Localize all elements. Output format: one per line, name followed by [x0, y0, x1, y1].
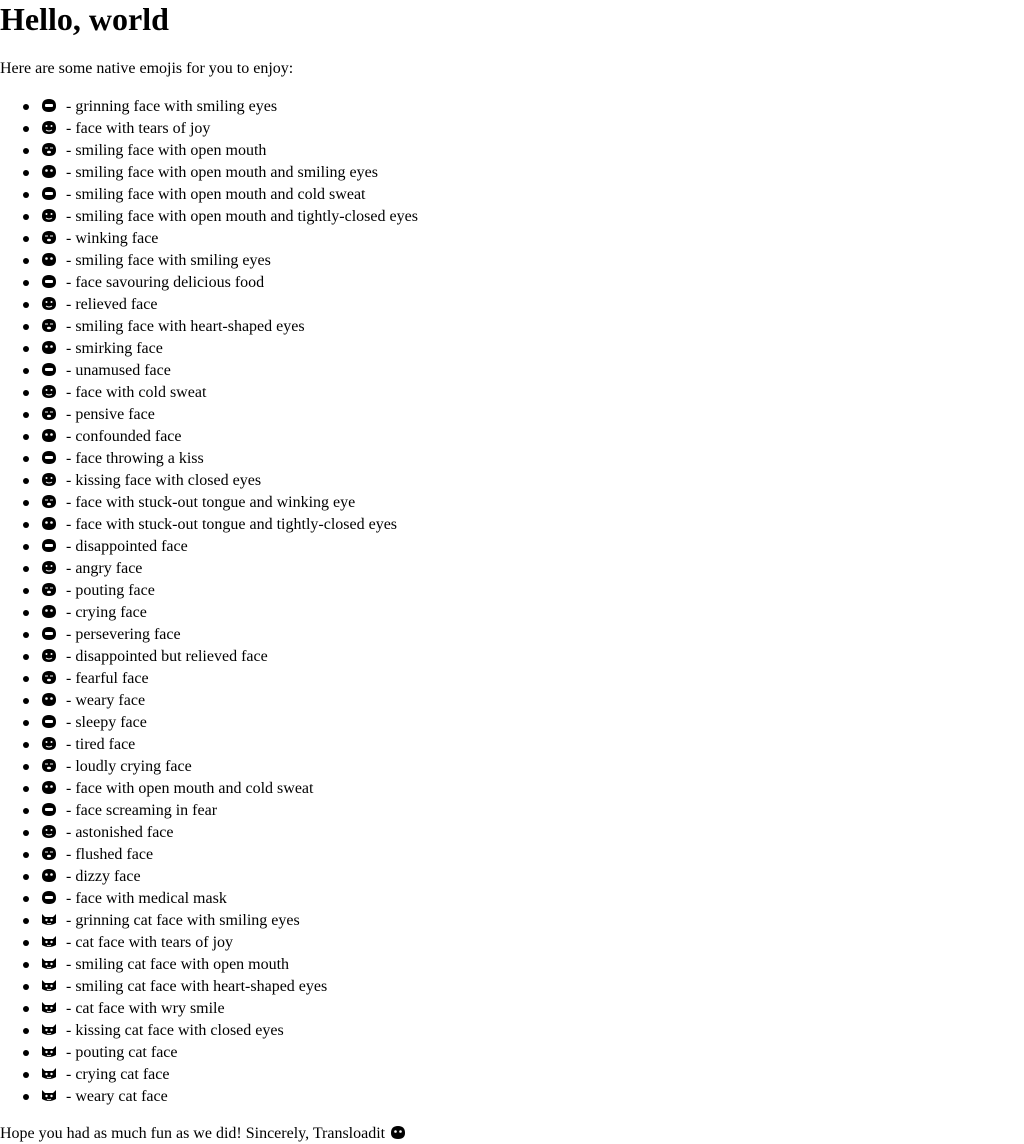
emoji-list	[0, 96, 1024, 1108]
list-item	[40, 140, 1024, 162]
list-item-label: - smiling cat face with open mouth	[62, 956, 290, 973]
list-item-label: - loudly crying face	[62, 758, 192, 775]
list-item	[40, 910, 1024, 932]
list-item-label: - weary cat face	[62, 1088, 168, 1105]
list-item-label: - disappointed but relieved face	[62, 648, 268, 665]
crying-face-icon	[40, 603, 58, 619]
list-item-label: - smiling cat face with heart-shaped eyes	[62, 978, 328, 995]
smiling-face-with-smiling-eyes-icon	[40, 251, 58, 267]
list-item	[40, 382, 1024, 404]
list-item-label: - weary face	[62, 692, 146, 709]
list-item	[40, 96, 1024, 118]
list-item-label: - grinning cat face with smiling eyes	[62, 912, 300, 929]
list-item	[40, 756, 1024, 778]
list-item-label: - face with open mouth and cold sweat	[62, 780, 314, 797]
list-item-label: - sleepy face	[62, 714, 147, 731]
grinning-face-with-smiling-eyes-icon	[40, 97, 58, 113]
pouting-face-icon	[40, 581, 58, 597]
smiling-cat-face-with-heart-shaped-eyes-icon	[40, 977, 58, 993]
list-item-label: - astonished face	[62, 824, 174, 841]
list-item-label: - unamused face	[62, 362, 171, 379]
list-item-label: - smiling face with open mouth	[62, 142, 267, 159]
list-item	[40, 206, 1024, 228]
face-with-stuck-out-tongue-and-winking-eye-icon	[40, 493, 58, 509]
list-item	[40, 184, 1024, 206]
smiling-face-with-open-mouth-and-smiling-eyes-icon	[40, 163, 58, 179]
list-item	[40, 118, 1024, 140]
astonished-face-icon	[40, 823, 58, 839]
weary-face-icon	[40, 691, 58, 707]
page-title: Hello, world	[0, 1, 169, 37]
list-item	[40, 580, 1024, 602]
list-item-label: - face with medical mask	[62, 890, 227, 907]
list-item-label: - fearful face	[62, 670, 149, 687]
list-item-label: - face with stuck-out tongue and winking eye	[62, 494, 356, 511]
list-item-label: - relieved face	[62, 296, 158, 313]
list-item	[40, 426, 1024, 448]
list-item	[40, 470, 1024, 492]
list-item-label: - face savouring delicious food	[62, 274, 265, 291]
list-item-label: - crying face	[62, 604, 147, 621]
list-item-label: - flushed face	[62, 846, 154, 863]
tired-face-icon	[40, 735, 58, 751]
list-item	[40, 514, 1024, 536]
loudly-crying-face-icon	[40, 757, 58, 773]
intro-text: Here are some native emojis for you to enjoy:	[0, 60, 294, 77]
confounded-face-icon	[40, 427, 58, 443]
list-item	[40, 866, 1024, 888]
list-item-label: - face with tears of joy	[62, 120, 211, 137]
list-item	[40, 690, 1024, 712]
list-item-label: - kissing face with closed eyes	[62, 472, 262, 489]
cat-face-with-wry-smile-icon	[40, 999, 58, 1015]
face-with-medical-mask-icon	[40, 889, 58, 905]
face-with-stuck-out-tongue-and-tightly-closed-eyes-icon	[40, 515, 58, 531]
list-item	[40, 932, 1024, 954]
list-item-label: - pouting face	[62, 582, 155, 599]
face-screaming-in-fear-icon	[40, 801, 58, 817]
list-item-label: - crying cat face	[62, 1066, 170, 1083]
list-item	[40, 734, 1024, 756]
list-item	[40, 316, 1024, 338]
list-item	[40, 536, 1024, 558]
smiling-face-with-open-mouth-and-cold-sweat-icon	[40, 185, 58, 201]
list-item	[40, 822, 1024, 844]
crying-cat-face-icon	[40, 1065, 58, 1081]
list-item-label: - face screaming in fear	[62, 802, 218, 819]
disappointed-but-relieved-face-icon	[40, 647, 58, 663]
smiling-face-with-open-mouth-and-smiling-eyes-icon	[389, 1124, 407, 1140]
dizzy-face-icon	[40, 867, 58, 883]
list-item-label: - face with stuck-out tongue and tightly-closed eyes	[62, 516, 398, 533]
list-item	[40, 558, 1024, 580]
fearful-face-icon	[40, 669, 58, 685]
face-with-cold-sweat-icon	[40, 383, 58, 399]
list-item-label: - angry face	[62, 560, 143, 577]
list-item-label: - confounded face	[62, 428, 182, 445]
list-item	[40, 712, 1024, 734]
list-item	[40, 448, 1024, 470]
list-item-label: - smiling face with heart-shaped eyes	[62, 318, 305, 335]
list-item-label: - disappointed face	[62, 538, 188, 555]
flushed-face-icon	[40, 845, 58, 861]
list-item	[40, 272, 1024, 294]
pensive-face-icon	[40, 405, 58, 421]
list-item-label: - kissing cat face with closed eyes	[62, 1022, 284, 1039]
smirking-face-icon	[40, 339, 58, 355]
disappointed-face-icon	[40, 537, 58, 553]
face-with-tears-of-joy-icon	[40, 119, 58, 135]
list-item	[40, 954, 1024, 976]
list-item	[40, 228, 1024, 250]
list-item-label: - persevering face	[62, 626, 181, 643]
smiling-face-with-open-mouth-icon	[40, 141, 58, 157]
smiling-face-with-heart-shaped-eyes-icon	[40, 317, 58, 333]
list-item	[40, 998, 1024, 1020]
unamused-face-icon	[40, 361, 58, 377]
list-item	[40, 1020, 1024, 1042]
list-item-label: - cat face with tears of joy	[62, 934, 234, 951]
list-item	[40, 624, 1024, 646]
list-item	[40, 844, 1024, 866]
list-item	[40, 360, 1024, 382]
list-item-label: - cat face with wry smile	[62, 1000, 225, 1017]
list-item-label: - winking face	[62, 230, 159, 247]
list-item-label: - tired face	[62, 736, 136, 753]
kissing-cat-face-with-closed-eyes-icon	[40, 1021, 58, 1037]
outro-text: Hope you had as much fun as we did! Sincerely, Transloadit	[0, 1125, 390, 1142]
list-item	[40, 162, 1024, 184]
kissing-face-with-closed-eyes-icon	[40, 471, 58, 487]
angry-face-icon	[40, 559, 58, 575]
list-item	[40, 800, 1024, 822]
cat-face-with-tears-of-joy-icon	[40, 933, 58, 949]
sleepy-face-icon	[40, 713, 58, 729]
grinning-cat-face-with-smiling-eyes-icon	[40, 911, 58, 927]
list-item-label: - smiling face with open mouth and smiling eyes	[62, 164, 378, 181]
relieved-face-icon	[40, 295, 58, 311]
pouting-cat-face-icon	[40, 1043, 58, 1059]
list-item	[40, 602, 1024, 624]
list-item-label: - pensive face	[62, 406, 155, 423]
face-with-open-mouth-and-cold-sweat-icon	[40, 779, 58, 795]
persevering-face-icon	[40, 625, 58, 641]
list-item	[40, 338, 1024, 360]
list-item-label: - grinning face with smiling eyes	[62, 98, 278, 115]
list-item	[40, 250, 1024, 272]
list-item-label: - dizzy face	[62, 868, 141, 885]
list-item	[40, 888, 1024, 910]
list-item	[40, 492, 1024, 514]
list-item	[40, 1064, 1024, 1086]
list-item-label: - face throwing a kiss	[62, 450, 204, 467]
list-item-label: - smiling face with open mouth and cold sweat	[62, 186, 366, 203]
list-item-label: - smiling face with open mouth and tightly-closed eyes	[62, 208, 418, 225]
list-item	[40, 668, 1024, 690]
list-item	[40, 1086, 1024, 1108]
list-item	[40, 404, 1024, 426]
smiling-cat-face-with-open-mouth-icon	[40, 955, 58, 971]
face-throwing-a-kiss-icon	[40, 449, 58, 465]
face-savouring-delicious-food-icon	[40, 273, 58, 289]
outro-paragraph	[0, 1124, 1024, 1144]
list-item-label: - pouting cat face	[62, 1044, 178, 1061]
list-item-label: - smiling face with smiling eyes	[62, 252, 271, 269]
list-item	[40, 1042, 1024, 1064]
list-item	[40, 646, 1024, 668]
winking-face-icon	[40, 229, 58, 245]
list-item	[40, 976, 1024, 998]
list-item-label: - face with cold sweat	[62, 384, 207, 401]
smiling-face-with-open-mouth-and-tightly-closed-eyes-icon	[40, 207, 58, 223]
list-item	[40, 778, 1024, 800]
list-item	[40, 294, 1024, 316]
list-item-label: - smirking face	[62, 340, 163, 357]
weary-cat-face-icon	[40, 1087, 58, 1103]
